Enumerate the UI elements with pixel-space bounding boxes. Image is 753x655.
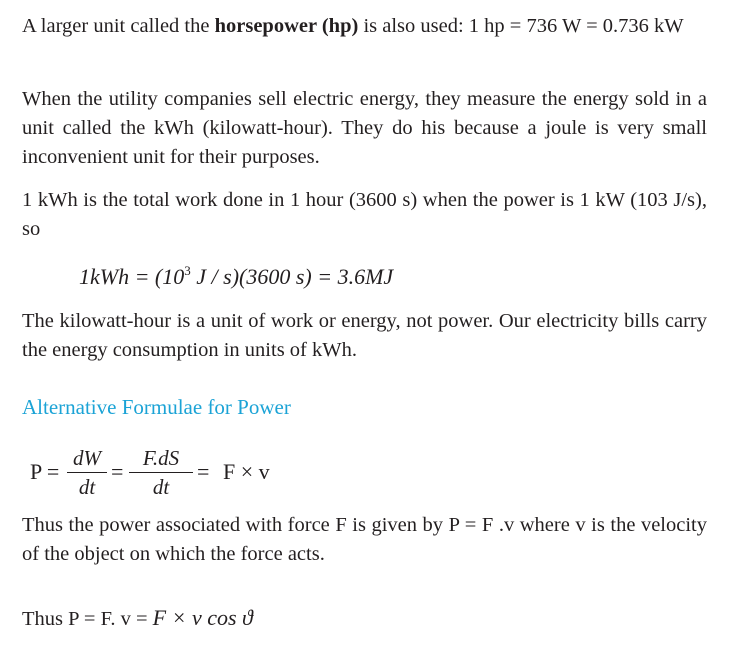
- power-cos-text: Thus P = F. v =: [22, 608, 153, 630]
- power-force-paragraph: Thus the power associated with force F is given by P = F .v where v is the velocity of the object on which the force acts.: [22, 514, 707, 565]
- equals-sign-1: =: [111, 459, 124, 484]
- horsepower-paragraph: [22, 12, 707, 41]
- equals-sign-2: =: [197, 459, 210, 484]
- fraction-dw-dt: [67, 446, 107, 499]
- power-formula-rhs: F × v: [223, 459, 270, 484]
- horsepower-text-a: A larger unit called the: [22, 15, 215, 37]
- horsepower-term: horsepower (hp): [214, 15, 359, 37]
- fraction-dw-denominator: dt: [78, 475, 96, 499]
- section-heading: Alternative Formulae for Power: [22, 395, 291, 419]
- kwh-intro-paragraph: When the utility companies sell electric energy, they measure the energy sold in a unit called the kWh (kilowatt-hour). They do his because a joule is very small inconvenient unit for their purposes.: [22, 88, 707, 168]
- kwh-equation-rest: J / s)(3600 s) = 3.6MJ: [190, 264, 394, 289]
- kwh-equation-lhs: 1kWh = (10: [79, 264, 185, 289]
- kwh-note-paragraph: The kilowatt-hour is a unit of work or energy, not power. Our electricity bills carry the energy consumption in units of kWh.: [22, 310, 707, 361]
- fraction-fds-numerator: F.dS: [142, 446, 180, 470]
- fraction-dw-numerator: dW: [73, 446, 101, 470]
- kwh-equation: [79, 263, 393, 290]
- power-cos-math: F × v cos ϑ: [152, 605, 253, 630]
- kwh-equation-exponent: 3: [184, 263, 191, 278]
- power-formula-p: P =: [30, 459, 60, 484]
- power-cos-paragraph: [22, 603, 707, 634]
- fraction-bar: [67, 472, 107, 473]
- fraction-bar: [129, 472, 193, 473]
- horsepower-text-b: is also used: 1 hp = 736 W = 0.736 kW: [358, 15, 684, 37]
- fraction-fds-denominator: dt: [152, 475, 170, 499]
- kwh-definition-paragraph: 1 kWh is the total work done in 1 hour (3600 s) when the power is 1 kW (103 J/s), so: [22, 189, 707, 240]
- fraction-fds-dt: [129, 446, 193, 499]
